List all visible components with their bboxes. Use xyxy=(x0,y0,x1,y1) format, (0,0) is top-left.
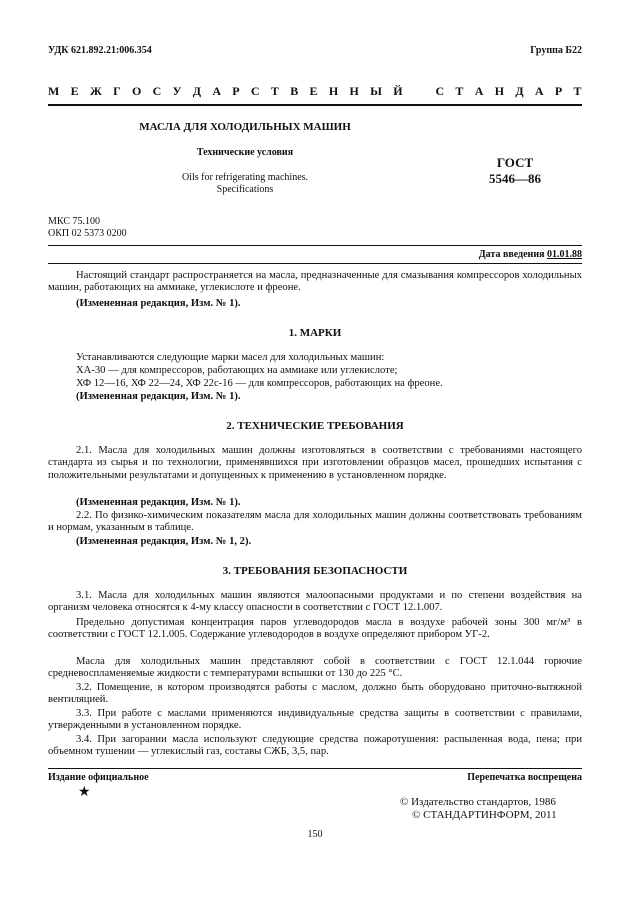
date-rule xyxy=(48,263,582,264)
section2-paragraph1: 2.1. Масла для холодильных машин должны изготовляться в соответствии с требованиями настоящего стандарта из сырья и по технологии, применявшихся при изготовлении образцов масел, прошедших испытания с положительными результатами и допущенных к применению в установленном порядке. xyxy=(48,445,582,481)
mks-code: МКС 75.100 xyxy=(48,216,100,227)
interstate-standard-banner: М Е Ж Г О С У Д А Р С Т В Е Н Н Ы Й С Т А Н Д А Р Т xyxy=(48,84,582,98)
section1-heading: 1. МАРКИ xyxy=(288,327,342,339)
introduction-date-value: 01.01.88 xyxy=(547,249,582,260)
copyright-line1: © Издательство стандартов, 1986 xyxy=(400,796,556,808)
gost-number: 5546—86 xyxy=(489,171,541,186)
document-title: МАСЛА ДЛЯ ХОЛОДИЛЬНЫХ МАШИН xyxy=(139,121,351,133)
section3-paragraph3: Масла для холодильных машин представляют собой в соответствии с ГОСТ 12.1.044 горючие средневоспламеняемые жидкости с температурами вспышки от 130 до 225 °С. xyxy=(48,656,582,680)
section2-amendment-note1: (Измененная редакция, Изм. № 1). xyxy=(76,497,241,508)
intro-paragraph: Настоящий стандарт распространяется на масла, предназначенные для смазывания компрессоров холодильных машин, работающих на аммиаке, углекислоте и фреоне. xyxy=(48,270,582,294)
document-subtitle: Технические условия xyxy=(196,147,294,158)
banner-rule xyxy=(48,104,582,106)
section2-amendment-note2: (Измененная редакция, Изм. № 1, 2). xyxy=(76,536,252,547)
section2-heading: 2. ТЕХНИЧЕСКИЕ ТРЕБОВАНИЯ xyxy=(226,420,404,432)
english-title-line1: Oils for refrigerating machines. xyxy=(181,172,309,183)
intro-amendment-note: (Измененная редакция, Изм. № 1). xyxy=(76,298,241,309)
official-edition-label: Издание официальное xyxy=(48,772,149,783)
section3-paragraph4: 3.2. Помещение, в котором производятся работы с маслом, должно быть оборудовано приточно-вытяжной вентиляцией. xyxy=(48,682,582,706)
english-title-line2: Specifications xyxy=(216,184,274,195)
okp-code: ОКП 02 5373 0200 xyxy=(48,228,127,239)
star-icon: ★ xyxy=(78,785,91,800)
section1-line2: ХА-30 — для компрессоров, работающих на аммиаке или углекислоте; xyxy=(76,365,398,376)
section3-paragraph1: 3.1. Масла для холодильных машин являются малоопасными продуктами и по степени воздействия на организм человека относятся к 4-му классу опасности в соответствии с ГОСТ 12.1.007. xyxy=(48,590,582,614)
section1-line3: ХФ 12—16, ХФ 22—24, ХФ 22с-16 — для компрессоров, работающих на фреоне. xyxy=(76,378,443,389)
codes-rule xyxy=(48,245,582,246)
section1-line1: Устанавливаются следующие марки масел для холодильных машин: xyxy=(76,352,385,363)
udk-code: УДК 621.892.21:006.354 xyxy=(48,45,152,56)
section3-paragraph2: Предельно допустимая концентрация паров углеводородов масла в воздухе рабочей зоны 300 мг/м³ в соответствии с ГОСТ 12.1.005. Содержание углеводородов в воздухе определяют прибором УГ-2. xyxy=(48,617,582,641)
section2-paragraph2: 2.2. По физико-химическим показателям масла для холодильных машин должны соответствовать требованиям и нормам, указанным в таблице. xyxy=(48,510,582,534)
section3-paragraph6: 3.4. При загорании масла используют следующие средства пожаротушения: распыленная вода, пена; при объемном тушении — углекислый газ, составы СЖБ, 3,5, пар. xyxy=(48,734,582,758)
group-code: Группа Б22 xyxy=(530,45,582,56)
section3-heading: 3. ТРЕБОВАНИЯ БЕЗОПАСНОСТИ xyxy=(222,565,408,577)
copyright-line2: © СТАНДАРТИНФОРМ, 2011 xyxy=(412,809,557,821)
section1-amendment-note: (Измененная редакция, Изм. № 1). xyxy=(76,391,241,402)
gost-label: ГОСТ xyxy=(496,155,534,170)
footer-rule xyxy=(48,768,582,769)
introduction-date-label: Дата введения xyxy=(478,249,547,260)
section3-paragraph5: 3.3. При работе с маслами применяются индивидуальные средства защиты в соответствии с правилами, утвержденными в установленном порядке. xyxy=(48,708,582,732)
page-number: 150 xyxy=(307,829,323,840)
introduction-date xyxy=(479,249,582,260)
reprint-prohibited-label: Перепечатка воспрещена xyxy=(467,772,582,783)
